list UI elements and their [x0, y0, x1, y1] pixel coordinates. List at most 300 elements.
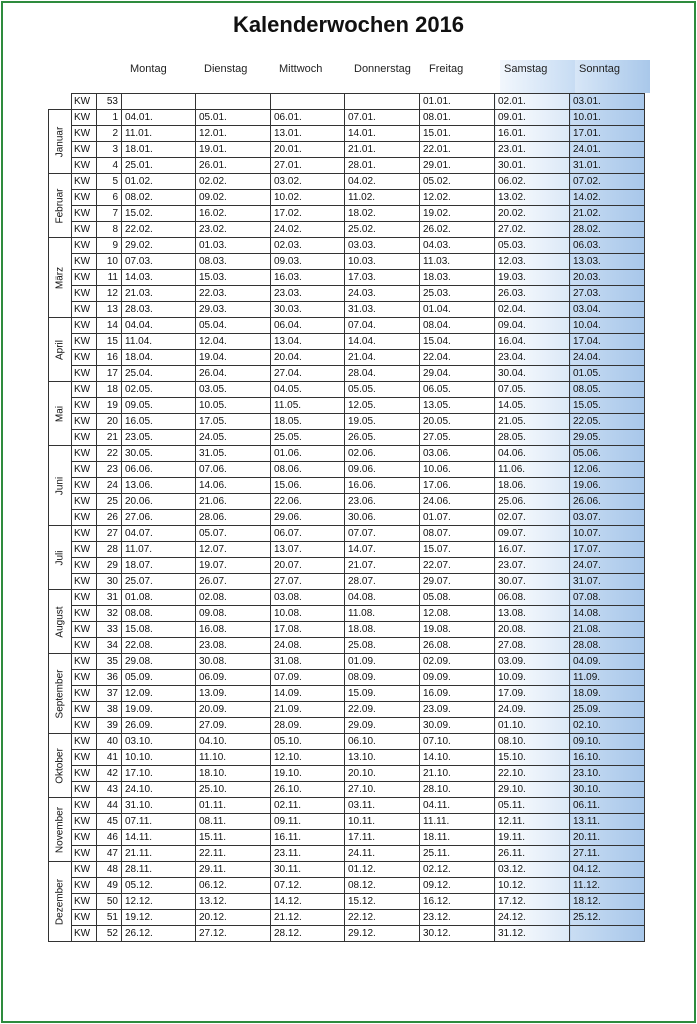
table-row	[49, 878, 645, 894]
date-cell: 22.08.	[122, 638, 196, 654]
kw-label: KW	[72, 750, 97, 766]
kw-number: 30	[97, 574, 122, 590]
date-cell: 29.01.	[420, 158, 495, 174]
weekday-header-3: Donnerstag	[354, 63, 411, 75]
kw-label: KW	[72, 270, 97, 286]
date-cell: 01.10.	[495, 718, 570, 734]
date-cell: 17.02.	[271, 206, 345, 222]
month-label: Juli	[54, 549, 66, 566]
date-cell: 24.03.	[345, 286, 420, 302]
kw-label: KW	[72, 654, 97, 670]
date-cell: 22.07.	[420, 558, 495, 574]
date-cell: 10.10.	[122, 750, 196, 766]
date-cell: 13.06.	[122, 478, 196, 494]
date-cell: 10.11.	[345, 814, 420, 830]
date-cell: 14.12.	[271, 894, 345, 910]
date-cell: 31.10.	[122, 798, 196, 814]
date-cell: 02.06.	[345, 446, 420, 462]
date-cell: 28.03.	[122, 302, 196, 318]
date-cell: 08.06.	[271, 462, 345, 478]
date-cell: 07.07.	[345, 526, 420, 542]
date-cell: 25.02.	[345, 222, 420, 238]
date-cell: 19.11.	[495, 830, 570, 846]
kw-label: KW	[72, 686, 97, 702]
date-cell: 04.06.	[495, 446, 570, 462]
date-cell: 11.01.	[122, 126, 196, 142]
date-cell: 14.05.	[495, 398, 570, 414]
date-cell	[196, 94, 271, 110]
kw-number: 23	[97, 462, 122, 478]
month-label-cell	[49, 174, 72, 238]
kw-label: KW	[72, 670, 97, 686]
date-cell: 08.07.	[420, 526, 495, 542]
date-cell: 31.07.	[570, 574, 645, 590]
date-cell: 17.06.	[420, 478, 495, 494]
date-cell: 08.12.	[345, 878, 420, 894]
date-cell: 15.08.	[122, 622, 196, 638]
table-row	[49, 542, 645, 558]
date-cell: 23.04.	[495, 350, 570, 366]
date-cell: 02.10.	[570, 718, 645, 734]
kw-number: 21	[97, 430, 122, 446]
date-cell: 30.11.	[271, 862, 345, 878]
month-label-cell	[49, 590, 72, 654]
table-row	[49, 126, 645, 142]
kw-number: 15	[97, 334, 122, 350]
date-cell: 17.01.	[570, 126, 645, 142]
date-cell	[271, 94, 345, 110]
date-cell: 08.05.	[570, 382, 645, 398]
table-row	[49, 494, 645, 510]
date-cell: 24.04.	[570, 350, 645, 366]
date-cell: 26.05.	[345, 430, 420, 446]
date-cell: 27.10.	[345, 782, 420, 798]
table-row	[49, 382, 645, 398]
date-cell: 28.10.	[420, 782, 495, 798]
date-cell: 11.03.	[420, 254, 495, 270]
date-cell: 15.11.	[196, 830, 271, 846]
date-cell: 22.06.	[271, 494, 345, 510]
date-cell: 03.12.	[495, 862, 570, 878]
date-cell: 07.08.	[570, 590, 645, 606]
month-label: März	[54, 266, 66, 289]
kw-label: KW	[72, 766, 97, 782]
month-label: August	[54, 605, 66, 638]
date-cell: 04.02.	[345, 174, 420, 190]
date-cell: 14.07.	[345, 542, 420, 558]
date-cell: 13.02.	[495, 190, 570, 206]
date-cell: 23.01.	[495, 142, 570, 158]
kw-number: 40	[97, 734, 122, 750]
kw-label: KW	[72, 334, 97, 350]
date-cell: 09.04.	[495, 318, 570, 334]
kw-number: 52	[97, 926, 122, 942]
date-cell: 06.06.	[122, 462, 196, 478]
date-cell: 13.04.	[271, 334, 345, 350]
date-cell: 15.02.	[122, 206, 196, 222]
date-cell: 27.12.	[196, 926, 271, 942]
table-row	[49, 302, 645, 318]
kw-label: KW	[72, 446, 97, 462]
table-row	[49, 158, 645, 174]
date-cell: 28.07.	[345, 574, 420, 590]
kw-label: KW	[72, 110, 97, 126]
date-cell: 24.05.	[196, 430, 271, 446]
kw-label: KW	[72, 702, 97, 718]
date-cell: 20.08.	[495, 622, 570, 638]
date-cell: 18.01.	[122, 142, 196, 158]
kw-number: 19	[97, 398, 122, 414]
table-row	[49, 670, 645, 686]
table-row	[49, 574, 645, 590]
kw-label: KW	[72, 430, 97, 446]
date-cell: 17.03.	[345, 270, 420, 286]
date-cell: 05.05.	[345, 382, 420, 398]
date-cell: 20.03.	[570, 270, 645, 286]
date-cell: 20.09.	[196, 702, 271, 718]
date-cell: 11.02.	[345, 190, 420, 206]
date-cell: 16.12.	[420, 894, 495, 910]
table-row	[49, 222, 645, 238]
date-cell: 12.11.	[495, 814, 570, 830]
date-cell: 11.11.	[420, 814, 495, 830]
kw-number: 48	[97, 862, 122, 878]
table-row	[49, 206, 645, 222]
date-cell: 06.08.	[495, 590, 570, 606]
table-row	[49, 654, 645, 670]
date-cell: 07.06.	[196, 462, 271, 478]
date-cell: 12.08.	[420, 606, 495, 622]
date-cell: 19.05.	[345, 414, 420, 430]
date-cell: 05.08.	[420, 590, 495, 606]
kw-label: KW	[72, 830, 97, 846]
date-cell: 30.06.	[345, 510, 420, 526]
kw-label: KW	[72, 926, 97, 942]
date-cell: 07.11.	[122, 814, 196, 830]
date-cell: 21.03.	[122, 286, 196, 302]
date-cell: 15.07.	[420, 542, 495, 558]
date-cell: 03.01.	[570, 94, 645, 110]
date-cell: 20.05.	[420, 414, 495, 430]
kw-number: 22	[97, 446, 122, 462]
date-cell: 30.09.	[420, 718, 495, 734]
date-cell: 09.10.	[570, 734, 645, 750]
date-cell: 11.04.	[122, 334, 196, 350]
date-cell: 24.08.	[271, 638, 345, 654]
date-cell: 07.09.	[271, 670, 345, 686]
date-cell: 06.09.	[196, 670, 271, 686]
kw-label: KW	[72, 174, 97, 190]
date-cell: 09.12.	[420, 878, 495, 894]
date-cell: 07.02.	[570, 174, 645, 190]
date-cell: 22.04.	[420, 350, 495, 366]
date-cell: 17.08.	[271, 622, 345, 638]
date-cell: 16.07.	[495, 542, 570, 558]
date-cell: 10.12.	[495, 878, 570, 894]
date-cell: 20.10.	[345, 766, 420, 782]
date-cell: 02.05.	[122, 382, 196, 398]
kw-number: 28	[97, 542, 122, 558]
date-cell: 10.04.	[570, 318, 645, 334]
table-row	[49, 910, 645, 926]
date-cell	[570, 926, 645, 942]
date-cell: 07.04.	[345, 318, 420, 334]
kw-label: KW	[72, 382, 97, 398]
kw-number: 42	[97, 766, 122, 782]
kw-number: 9	[97, 238, 122, 254]
date-cell: 28.01.	[345, 158, 420, 174]
date-cell: 10.08.	[271, 606, 345, 622]
kw-label: KW	[72, 638, 97, 654]
date-cell: 01.07.	[420, 510, 495, 526]
kw-number: 3	[97, 142, 122, 158]
date-cell: 27.07.	[271, 574, 345, 590]
date-cell: 20.04.	[271, 350, 345, 366]
kw-number: 16	[97, 350, 122, 366]
date-cell: 26.01.	[196, 158, 271, 174]
date-cell: 22.10.	[495, 766, 570, 782]
date-cell: 01.09.	[345, 654, 420, 670]
table-row	[49, 894, 645, 910]
date-cell: 16.05.	[122, 414, 196, 430]
kw-label: KW	[72, 126, 97, 142]
date-cell: 28.12.	[271, 926, 345, 942]
table-row	[49, 414, 645, 430]
date-cell: 21.08.	[570, 622, 645, 638]
date-cell: 10.09.	[495, 670, 570, 686]
date-cell: 05.01.	[196, 110, 271, 126]
kw-number: 2	[97, 126, 122, 142]
date-cell: 23.02.	[196, 222, 271, 238]
date-cell: 09.02.	[196, 190, 271, 206]
kw-number: 37	[97, 686, 122, 702]
kw-label: KW	[72, 894, 97, 910]
date-cell: 08.11.	[196, 814, 271, 830]
date-cell: 27.06.	[122, 510, 196, 526]
date-cell: 15.06.	[271, 478, 345, 494]
kw-number: 44	[97, 798, 122, 814]
month-cell-empty	[49, 94, 72, 110]
table-row	[49, 798, 645, 814]
date-cell: 24.10.	[122, 782, 196, 798]
date-cell: 04.08.	[345, 590, 420, 606]
date-cell: 15.01.	[420, 126, 495, 142]
date-cell: 16.09.	[420, 686, 495, 702]
table-row	[49, 510, 645, 526]
date-cell: 08.10.	[495, 734, 570, 750]
date-cell: 30.10.	[570, 782, 645, 798]
date-cell: 06.05.	[420, 382, 495, 398]
date-cell: 29.07.	[420, 574, 495, 590]
kw-number: 17	[97, 366, 122, 382]
date-cell: 10.07.	[570, 526, 645, 542]
date-cell: 11.08.	[345, 606, 420, 622]
date-cell: 13.07.	[271, 542, 345, 558]
date-cell: 26.10.	[271, 782, 345, 798]
date-cell: 23.09.	[420, 702, 495, 718]
date-cell: 12.05.	[345, 398, 420, 414]
date-cell: 11.06.	[495, 462, 570, 478]
table-row	[49, 238, 645, 254]
date-cell: 24.07.	[570, 558, 645, 574]
kw-label: KW	[72, 206, 97, 222]
date-cell: 08.03.	[196, 254, 271, 270]
table-row	[49, 462, 645, 478]
kw-label: KW	[72, 718, 97, 734]
date-cell: 07.12.	[271, 878, 345, 894]
table-row	[49, 558, 645, 574]
date-cell: 03.04.	[570, 302, 645, 318]
kw-number: 53	[97, 94, 122, 110]
kw-number: 50	[97, 894, 122, 910]
date-cell: 03.07.	[570, 510, 645, 526]
date-cell: 13.12.	[196, 894, 271, 910]
kw-label: KW	[72, 222, 97, 238]
kw-number: 33	[97, 622, 122, 638]
kw-number: 41	[97, 750, 122, 766]
date-cell: 04.03.	[420, 238, 495, 254]
date-cell: 30.12.	[420, 926, 495, 942]
date-cell: 20.12.	[196, 910, 271, 926]
date-cell	[122, 94, 196, 110]
date-cell: 13.08.	[495, 606, 570, 622]
date-cell: 05.07.	[196, 526, 271, 542]
date-cell: 02.11.	[271, 798, 345, 814]
date-cell: 06.12.	[196, 878, 271, 894]
date-cell: 04.12.	[570, 862, 645, 878]
kw-number: 47	[97, 846, 122, 862]
date-cell: 05.12.	[122, 878, 196, 894]
date-cell: 28.09.	[271, 718, 345, 734]
date-cell: 08.04.	[420, 318, 495, 334]
table-row	[49, 782, 645, 798]
date-cell: 27.08.	[495, 638, 570, 654]
kw-label: KW	[72, 478, 97, 494]
table-row	[49, 622, 645, 638]
date-cell: 02.08.	[196, 590, 271, 606]
date-cell: 31.12.	[495, 926, 570, 942]
date-cell: 20.11.	[570, 830, 645, 846]
date-cell: 23.12.	[420, 910, 495, 926]
month-label-cell	[49, 734, 72, 798]
date-cell: 19.07.	[196, 558, 271, 574]
kw-label: KW	[72, 590, 97, 606]
month-label: November	[54, 806, 66, 853]
kw-number: 36	[97, 670, 122, 686]
date-cell: 26.07.	[196, 574, 271, 590]
date-cell: 18.04.	[122, 350, 196, 366]
kw-number: 11	[97, 270, 122, 286]
date-cell: 05.03.	[495, 238, 570, 254]
date-cell: 18.09.	[570, 686, 645, 702]
date-cell: 22.09.	[345, 702, 420, 718]
date-cell: 30.04.	[495, 366, 570, 382]
kw-number: 31	[97, 590, 122, 606]
date-cell: 23.07.	[495, 558, 570, 574]
kw-number: 12	[97, 286, 122, 302]
kw-label: KW	[72, 462, 97, 478]
month-label-cell	[49, 798, 72, 862]
kw-number: 46	[97, 830, 122, 846]
date-cell: 29.11.	[196, 862, 271, 878]
date-cell: 04.10.	[196, 734, 271, 750]
date-cell: 12.07.	[196, 542, 271, 558]
table-row	[49, 366, 645, 382]
date-cell: 15.12.	[345, 894, 420, 910]
kw-number: 20	[97, 414, 122, 430]
date-cell: 09.09.	[420, 670, 495, 686]
kw-number: 25	[97, 494, 122, 510]
date-cell: 05.02.	[420, 174, 495, 190]
date-cell: 18.10.	[196, 766, 271, 782]
date-cell: 05.09.	[122, 670, 196, 686]
kw-label: KW	[72, 94, 97, 110]
kw-label: KW	[72, 302, 97, 318]
date-cell: 17.07.	[570, 542, 645, 558]
date-cell: 02.07.	[495, 510, 570, 526]
date-cell: 23.11.	[271, 846, 345, 862]
date-cell: 06.03.	[570, 238, 645, 254]
kw-label: KW	[72, 878, 97, 894]
month-label-cell	[49, 446, 72, 526]
date-cell: 06.07.	[271, 526, 345, 542]
kw-number: 32	[97, 606, 122, 622]
date-cell: 23.06.	[345, 494, 420, 510]
month-label: Mai	[54, 405, 66, 422]
month-label-cell	[49, 382, 72, 446]
kw-number: 43	[97, 782, 122, 798]
kw-label: KW	[72, 318, 97, 334]
date-cell: 25.10.	[196, 782, 271, 798]
month-label: Februar	[54, 187, 66, 224]
table-row	[49, 638, 645, 654]
date-cell: 02.03.	[271, 238, 345, 254]
month-label: April	[54, 339, 66, 360]
table-row	[49, 862, 645, 878]
kw-label: KW	[72, 254, 97, 270]
kw-number: 35	[97, 654, 122, 670]
kw-label: KW	[72, 158, 97, 174]
date-cell: 14.01.	[345, 126, 420, 142]
kw-label: KW	[72, 798, 97, 814]
table-row	[49, 430, 645, 446]
date-cell: 21.12.	[271, 910, 345, 926]
date-cell: 01.03.	[196, 238, 271, 254]
kw-label: KW	[72, 862, 97, 878]
table-row	[49, 686, 645, 702]
date-cell: 21.10.	[420, 766, 495, 782]
kw-label: KW	[72, 238, 97, 254]
kw-number: 7	[97, 206, 122, 222]
table-row	[49, 174, 645, 190]
date-cell: 21.02.	[570, 206, 645, 222]
date-cell: 02.02.	[196, 174, 271, 190]
month-label: Dezember	[54, 878, 66, 925]
kw-label: KW	[72, 510, 97, 526]
date-cell: 29.03.	[196, 302, 271, 318]
date-cell: 12.10.	[271, 750, 345, 766]
date-cell: 12.09.	[122, 686, 196, 702]
kw-number: 14	[97, 318, 122, 334]
date-cell: 28.08.	[570, 638, 645, 654]
date-cell: 17.05.	[196, 414, 271, 430]
date-cell: 25.08.	[345, 638, 420, 654]
date-cell: 14.03.	[122, 270, 196, 286]
date-cell: 31.01.	[570, 158, 645, 174]
date-cell: 26.04.	[196, 366, 271, 382]
date-cell: 26.02.	[420, 222, 495, 238]
date-cell: 05.06.	[570, 446, 645, 462]
